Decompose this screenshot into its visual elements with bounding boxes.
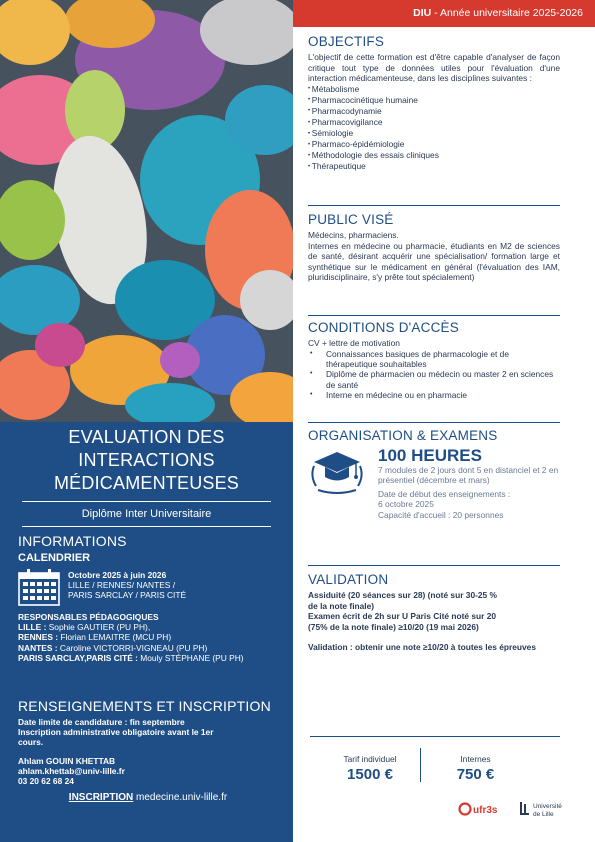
ufr-logo-text: ufr3s bbox=[473, 805, 498, 816]
calendar-places-1: LILLE / RENNES/ NANTES / bbox=[68, 580, 176, 590]
deadline-text: Date limite de candidature : fin septembre bbox=[18, 717, 185, 727]
contact-email[interactable]: ahlam.khettab@univ-lille.fr bbox=[18, 765, 125, 776]
responsable-name: Sophie GAUTIER (PU PH), bbox=[46, 622, 151, 633]
univ-logo-line-2: de Lille bbox=[533, 811, 554, 818]
public-line-1: Médecins, pharmaciens. bbox=[308, 230, 399, 240]
validation-line-3: Examen écrit de 2h sur U Paris Cité noté sur 20 bbox=[308, 611, 497, 622]
validation-line-4: (75% de la note finale) ≥10/20 (19 mai 2026) bbox=[308, 621, 479, 632]
objectifs-list bbox=[308, 84, 560, 173]
section-divider bbox=[308, 422, 560, 423]
contact-phone[interactable]: 03 20 62 68 24 bbox=[18, 776, 74, 787]
contact-name: Ahlam GOUIN KHETTAB bbox=[18, 755, 116, 766]
tarif-interns-label: Internes bbox=[460, 754, 491, 764]
validation-line-1: Assiduité (20 séances sur 28) (noté sur 30-25 % bbox=[308, 590, 497, 600]
list-item: • Métabolisme bbox=[308, 84, 560, 95]
logos bbox=[458, 798, 573, 820]
conditions-heading: CONDITIONS D'ACCÈS bbox=[308, 320, 459, 335]
left-panel bbox=[0, 0, 293, 842]
diploma-type: Diplôme Inter Universitaire bbox=[81, 508, 212, 520]
renseignements-heading: RENSEIGNEMENTS ET INSCRIPTION bbox=[18, 698, 271, 714]
graduation-cap-icon bbox=[308, 446, 366, 496]
calendar-icon bbox=[18, 568, 60, 606]
public-heading: PUBLIC VISÉ bbox=[308, 212, 394, 227]
responsable-city: NANTES : bbox=[18, 642, 58, 653]
hours-info bbox=[378, 446, 560, 520]
main-title bbox=[0, 426, 293, 495]
tarifs-separator bbox=[420, 748, 421, 782]
list-item: • Interne en médecine ou en pharmacie bbox=[308, 390, 560, 400]
calendar-dates: Octobre 2025 à juin 2026 bbox=[68, 570, 167, 580]
inscription-note-2: cours. bbox=[18, 737, 44, 748]
informations-heading: INFORMATIONS bbox=[18, 533, 127, 549]
header-brand: DIU bbox=[413, 7, 432, 19]
tarif-individual-price: 1500 € bbox=[347, 766, 393, 783]
univ-logo-line-1: Université bbox=[533, 803, 562, 810]
title-line-3: MÉDICAMENTEUSES bbox=[53, 473, 240, 493]
hours-total: 100 HEURES bbox=[378, 446, 482, 465]
inscription-note-1: Inscription administrative obligatoire avant le 1er bbox=[18, 727, 214, 738]
responsable-name: Caroline VICTORRI-VIGNEAU (PU PH) bbox=[57, 642, 208, 653]
validation-section bbox=[308, 572, 560, 653]
tarif-individual bbox=[330, 754, 410, 783]
list-item: • Pharmacocinétique humaine bbox=[308, 95, 560, 106]
inscription-url: medecine.univ-lille.fr bbox=[133, 792, 228, 804]
hours-row bbox=[308, 446, 560, 520]
objectifs-heading: OBJECTIFS bbox=[308, 34, 385, 49]
organisation-section bbox=[308, 428, 560, 520]
responsable-row bbox=[18, 632, 278, 642]
list-item: • Pharmacodynamie bbox=[308, 106, 560, 117]
objectifs-section bbox=[308, 34, 560, 172]
title-line-1: EVALUATION DES bbox=[68, 427, 225, 447]
public-text: Internes en médecine ou pharmacie, étudiants en M2 de sciences de santé, désirant acquérir une spécialisation/ formation large et synthétique sur le médicament en général (l'évaluation des IAM, pluridisciplinaire, s'y prête tout spécialement) bbox=[308, 240, 560, 283]
conditions-list bbox=[308, 349, 560, 401]
modules-text: 7 modules de 2 jours dont 5 en distanciel et 2 en présentiel (décembre et mars) bbox=[378, 465, 559, 486]
tarifs-box bbox=[310, 736, 560, 796]
list-item: • Sémiologie bbox=[308, 128, 560, 139]
responsable-city: RENNES : bbox=[18, 632, 59, 643]
section-divider bbox=[308, 205, 560, 206]
list-item: • Thérapeutique bbox=[308, 161, 560, 172]
university-logos bbox=[458, 798, 573, 820]
organisation-heading: ORGANISATION & EXAMENS bbox=[308, 428, 498, 443]
calendar-text bbox=[68, 568, 186, 600]
responsable-row bbox=[18, 622, 278, 632]
validation-line-2: de la note finale) bbox=[308, 600, 375, 611]
header-year: - Année universitaire 2025-2026 bbox=[431, 7, 583, 19]
responsable-city: PARIS SARCLAY,PARIS CITÉ : bbox=[18, 652, 138, 663]
start-date: 6 octobre 2025 bbox=[378, 499, 434, 510]
header-bar bbox=[293, 0, 595, 27]
informations-section bbox=[18, 533, 278, 663]
inscription-link[interactable] bbox=[18, 792, 278, 803]
calendar-row bbox=[18, 568, 278, 606]
title-block bbox=[0, 422, 293, 527]
calendar-places-2: PARIS SARCLAY / PARIS CITÉ bbox=[68, 590, 187, 600]
validation-heading: VALIDATION bbox=[308, 572, 389, 587]
title-line-2: INTERACTIONS bbox=[78, 450, 215, 470]
capacity-text: Capacité d'accueil : 20 personnes bbox=[378, 509, 504, 520]
list-item: • Pharmacovigilance bbox=[308, 117, 560, 128]
responsable-city: LILLE : bbox=[18, 622, 47, 633]
responsable-row bbox=[18, 643, 278, 653]
start-label: Date de début des enseignements : bbox=[378, 488, 511, 499]
responsables-heading: RESPONSABLES PÉDAGOGIQUES bbox=[18, 612, 159, 622]
tarif-interns bbox=[438, 754, 513, 783]
list-item: • Pharmaco-épidémiologie bbox=[308, 139, 560, 150]
responsable-name: Florian LEMAITRE (MCU PH) bbox=[58, 632, 172, 643]
tarif-individual-label: Tarif individuel bbox=[343, 754, 397, 764]
calendar-heading: CALENDRIER bbox=[18, 552, 91, 564]
validation-final: Validation : obtenir une note ≥10/20 à toutes les épreuves bbox=[308, 642, 536, 653]
list-item: • Connaissances basiques de pharmacologie et de thérapeutique souhaitables bbox=[308, 349, 560, 370]
title-divider-bottom bbox=[22, 526, 271, 527]
tarif-interns-price: 750 € bbox=[456, 766, 495, 783]
section-divider bbox=[308, 565, 560, 566]
conditions-section bbox=[308, 320, 560, 401]
conditions-intro: CV + lettre de motivation bbox=[308, 338, 400, 348]
responsable-row bbox=[18, 653, 278, 663]
title-divider-top bbox=[22, 501, 271, 502]
inscription-label: INSCRIPTION bbox=[68, 792, 134, 804]
list-item: • Diplôme de pharmacien ou médecin ou master 2 en sciences de santé bbox=[308, 369, 560, 390]
public-section bbox=[308, 212, 560, 283]
renseignements-section bbox=[18, 698, 278, 803]
objectifs-intro: L'objectif de cette formation est d'être capable d'analyser de façon critique tout type de données utiles pour l'évaluation d'une interaction médicamenteuse, dans les disciplines suivantes : bbox=[308, 52, 560, 84]
responsable-name: Mouly STÉPHANE (PU PH) bbox=[137, 652, 244, 663]
pills-photo bbox=[0, 0, 293, 422]
list-item: • Méthodologie des essais cliniques bbox=[308, 150, 560, 161]
pills-illustration bbox=[0, 0, 293, 422]
section-divider bbox=[308, 315, 560, 316]
tarifs-rule bbox=[310, 736, 560, 737]
